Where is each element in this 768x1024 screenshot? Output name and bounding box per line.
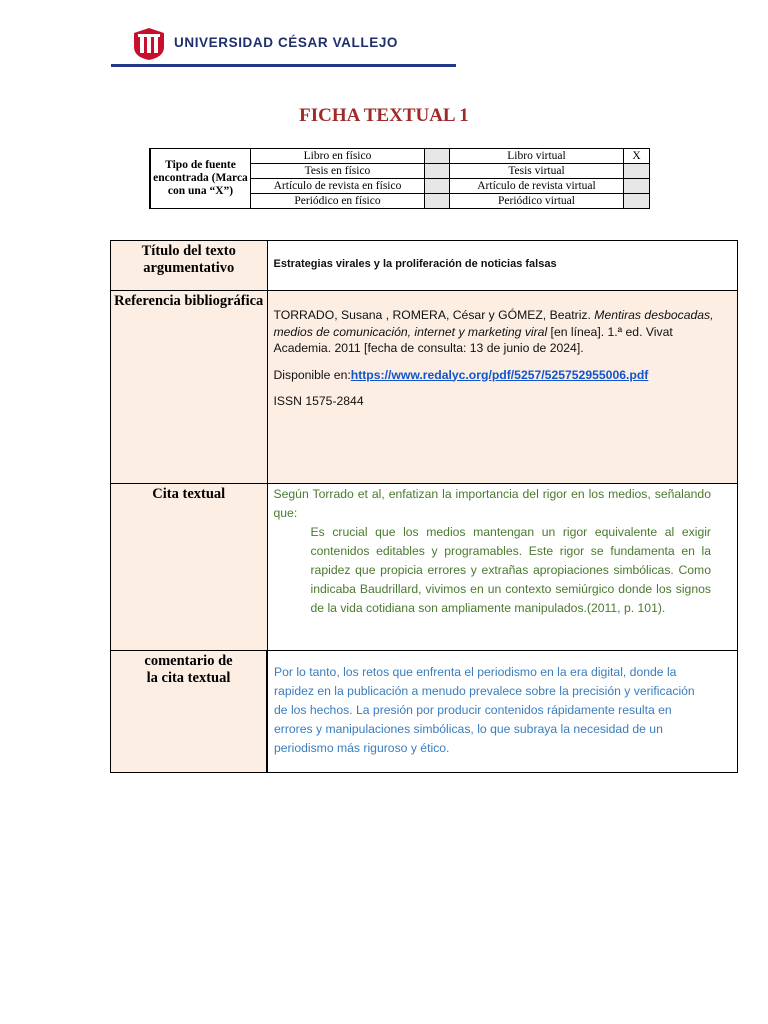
mark-cell-libro-virtual[interactable]: X <box>624 149 650 164</box>
ficha-table <box>110 240 738 773</box>
reference-issn: ISSN 1575-2844 <box>273 394 364 408</box>
table-row <box>111 291 738 484</box>
cita-quote: Es crucial que los medios mantengan un rigor equivalente al exigir contenidos editables y programables. Este rigor se fundamenta en la rapidez que propicia errores y extrañas apropiaciones simbólicas. Como indicaba Baudrillard, vivimos en un contexto semiúrgico donde los signos de la vida cotidiana son ampliamente manipulados.(2011, p. 101). <box>310 525 711 615</box>
header-divider <box>111 64 456 67</box>
university-name: UNIVERSIDAD CÉSAR VALLEJO <box>174 35 399 50</box>
mark-cell-libro-fisico[interactable] <box>425 149 450 164</box>
titulo-value: Estrategias virales y la proliferación de noticias falsas <box>273 258 557 270</box>
reference-citation <box>274 307 718 357</box>
table-row <box>111 241 738 291</box>
comentario-label-line-1: comentario de <box>144 653 233 669</box>
table-row <box>111 484 738 651</box>
titulo-value-cell[interactable] <box>267 241 738 291</box>
available-label: Disponible en: <box>273 367 351 382</box>
titulo-label: Título del texto argumentativo <box>141 243 236 276</box>
comentario-label <box>111 651 266 687</box>
cita-label: Cita textual <box>152 486 226 502</box>
reference-url-link[interactable]: https://www.redalyc.org/pdf/5257/525752955006.pdf <box>350 367 649 382</box>
mark-cell-periodico-fisico[interactable] <box>425 194 450 209</box>
source-type-label: Tipo de fuente encontrada (Marca con una “X”) <box>150 149 251 209</box>
reference-availability <box>274 367 718 384</box>
source-option-libro-virtual: Libro virtual <box>450 149 624 164</box>
source-type-table <box>149 148 650 209</box>
cita-intro: Según Torrado et al, enfatizan la importancia del rigor en los medios, señalando que: <box>273 487 711 520</box>
comentario-label-line-2: la cita textual <box>146 670 231 686</box>
mark-cell-articulo-virtual[interactable] <box>624 179 650 194</box>
source-option-libro-fisico: Libro en físico <box>251 149 425 164</box>
comentario-label-cell <box>111 651 268 773</box>
referencia-label: Referencia bibliográfica <box>114 293 264 309</box>
comentario-value-cell[interactable] <box>267 651 738 773</box>
page-title: FICHA TEXTUAL 1 <box>299 105 469 126</box>
university-logo-icon <box>132 27 166 61</box>
mark-cell-articulo-fisico[interactable] <box>425 179 450 194</box>
mark-cell-periodico-virtual[interactable] <box>624 194 650 209</box>
cita-label-cell <box>111 484 268 651</box>
referencia-value-cell[interactable] <box>267 291 738 484</box>
source-option-periodico-virtual: Periódico virtual <box>450 194 624 209</box>
comentario-text: Por lo tanto, los retos que enfrenta el periodismo en la era digital, donde la rapidez en la publicación a menudo prevalece sobre la precisión y verificación de los hechos. La presión por producir contenidos rápidamente resulta en errores y manipulaciones simbólicas, lo que subraya la necesidad de un periodismo más riguroso y ético. <box>274 665 695 755</box>
reference-work-title: Mentiras desbocadas, medios de comunicación, internet y marketing viral <box>273 308 714 339</box>
referencia-label-cell <box>111 291 268 484</box>
titulo-label-cell <box>111 241 268 291</box>
reference-details: [en línea]. 1.ª ed. Vivat Academia. 2011 [fecha de consulta: 13 de junio de 2024]. <box>273 324 673 355</box>
cita-value-cell[interactable] <box>267 484 738 651</box>
reference-authors: TORRADO, Susana , ROMERA, César y GÓMEZ, Beatriz. <box>273 308 595 322</box>
source-option-articulo-virtual: Artículo de revista virtual <box>450 179 624 194</box>
source-option-tesis-virtual: Tesis virtual <box>450 164 624 179</box>
source-option-tesis-fisico: Tesis en físico <box>251 164 425 179</box>
source-option-periodico-fisico: Periódico en físico <box>251 194 425 209</box>
table-row <box>111 651 738 773</box>
mark-cell-tesis-virtual[interactable] <box>624 164 650 179</box>
source-option-articulo-fisico: Artículo de revista en físico <box>251 179 425 194</box>
mark-cell-tesis-fisico[interactable] <box>425 164 450 179</box>
